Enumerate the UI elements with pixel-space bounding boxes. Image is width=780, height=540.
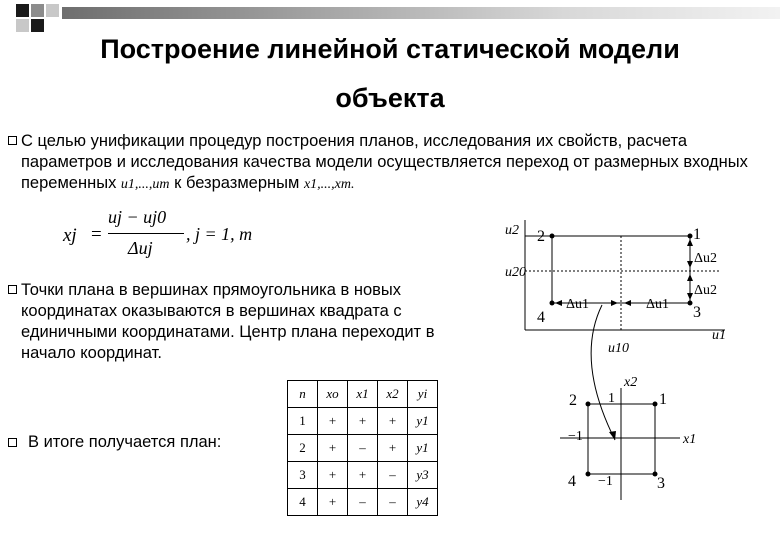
label-x2: x2	[624, 375, 638, 390]
deco-bar	[62, 7, 780, 19]
transform-curve-arrow	[591, 305, 615, 440]
label-u2: u2	[505, 223, 519, 238]
tick-label-pos-1: 1	[608, 391, 615, 406]
label-du2-top: Δu2	[694, 251, 718, 266]
deco-square-5	[31, 19, 44, 32]
bullet-1	[8, 136, 17, 145]
result-paragraph: В итоге получается план:	[28, 433, 222, 451]
page-title-line-2: объекта	[335, 83, 445, 113]
table-cell: y3	[408, 462, 438, 489]
formula-numerator: uj − uj0	[108, 207, 167, 227]
table-cell: +	[378, 408, 408, 435]
label-corner-1: 1	[659, 391, 667, 408]
arrow-du2-bottom	[687, 293, 693, 300]
corner-3-marker	[653, 472, 658, 477]
table-cell: 3	[288, 462, 318, 489]
deco-square-4	[16, 19, 29, 32]
label-x1: x1	[683, 432, 697, 447]
table-cell: 1	[288, 408, 318, 435]
col-header-y: yi	[408, 381, 438, 408]
table-cell: 2	[288, 435, 318, 462]
label-u1: u1	[712, 328, 726, 343]
table-cell: +	[318, 408, 348, 435]
page-title-line-1: Построение линейной статической модели	[100, 34, 680, 64]
plan-table-header-row	[288, 381, 438, 408]
curve-arrow-head	[609, 431, 616, 440]
table-cell: y1	[408, 435, 438, 462]
point-4-marker	[550, 301, 555, 306]
label-u1-0: u10	[608, 341, 629, 356]
label-du1-right: Δu1	[646, 297, 670, 312]
point-2-marker	[550, 234, 555, 239]
formula-eq: =	[91, 224, 102, 245]
table-cell: +	[318, 462, 348, 489]
normalized-coordinates-diagram	[560, 388, 680, 500]
intro-text: С целью унификации процедур построения планов, исследования их свойств, расчета параметров и исследования качества модели осуществляется переход от размерных входных переменных	[21, 132, 748, 192]
arrow-du1-mid-right	[624, 300, 631, 306]
table-cell: y4	[408, 489, 438, 516]
label-point-1: 1	[693, 226, 701, 243]
table-row	[288, 435, 438, 462]
label-du2-bottom: Δu2	[694, 283, 718, 298]
corner-2-marker	[586, 402, 591, 407]
point-3-marker	[688, 301, 693, 306]
intro-paragraph	[21, 131, 756, 195]
table-cell: –	[348, 435, 378, 462]
vars-to: x1,...,xm.	[303, 177, 355, 192]
arrow-du1-mid-left	[611, 300, 618, 306]
col-header-n: n	[288, 381, 318, 408]
vars-from: u1,...,um	[120, 177, 170, 192]
table-cell: +	[348, 408, 378, 435]
tick-label-neg-y: −1	[568, 429, 583, 444]
arrow-du2-mid-top	[687, 261, 693, 268]
point-1-marker	[688, 234, 693, 239]
table-cell: 4	[288, 489, 318, 516]
square-paragraph: Точки плана в вершинах прямоугольника в новых координатах оказываются в вершинах квадрата с единичными координатами. Центр плана переходит в начало координат.	[21, 281, 435, 362]
table-cell: +	[348, 462, 378, 489]
formula-fraction-bar	[108, 233, 184, 234]
table-cell: –	[378, 462, 408, 489]
label-corner-3: 3	[657, 475, 665, 492]
table-cell: +	[318, 489, 348, 516]
deco-square-1	[16, 4, 29, 17]
table-row	[288, 462, 438, 489]
label-point-3: 3	[693, 304, 701, 321]
bottom-diagram-marks	[586, 402, 658, 477]
deco-square-3	[46, 4, 59, 17]
arrow-du2-top	[687, 239, 693, 246]
formula-denominator: Δuj	[128, 238, 153, 258]
table-row	[288, 408, 438, 435]
corner-4-marker	[586, 472, 591, 477]
intro-text-mid: к безразмерным	[174, 174, 300, 192]
original-coordinates-diagram	[525, 220, 725, 440]
col-header-x1: x1	[348, 381, 378, 408]
top-diagram-marks	[550, 234, 694, 441]
bullet-3	[8, 438, 17, 447]
table-cell: +	[378, 435, 408, 462]
arrow-du1-left	[555, 300, 562, 306]
label-corner-4: 4	[568, 473, 576, 490]
formula-lhs: xj	[63, 225, 77, 246]
deco-square-2	[31, 4, 44, 17]
col-header-x2: x2	[378, 381, 408, 408]
table-row	[288, 489, 438, 516]
col-header-x0: xo	[318, 381, 348, 408]
formula-range: , j = 1, m	[186, 224, 253, 244]
label-corner-2: 2	[569, 392, 577, 409]
table-cell: –	[348, 489, 378, 516]
label-du1-left: Δu1	[566, 297, 590, 312]
bullet-2	[8, 285, 17, 294]
corner-1-marker	[653, 402, 658, 407]
label-point-2: 2	[537, 228, 545, 245]
table-cell: y1	[408, 408, 438, 435]
table-cell: –	[378, 489, 408, 516]
label-point-4: 4	[537, 309, 545, 326]
label-u2-0: u20	[505, 265, 526, 280]
arrow-du2-mid-bottom	[687, 274, 693, 281]
tick-label-neg-x: −1	[598, 474, 613, 489]
plan-table	[287, 380, 438, 516]
table-cell: +	[318, 435, 348, 462]
